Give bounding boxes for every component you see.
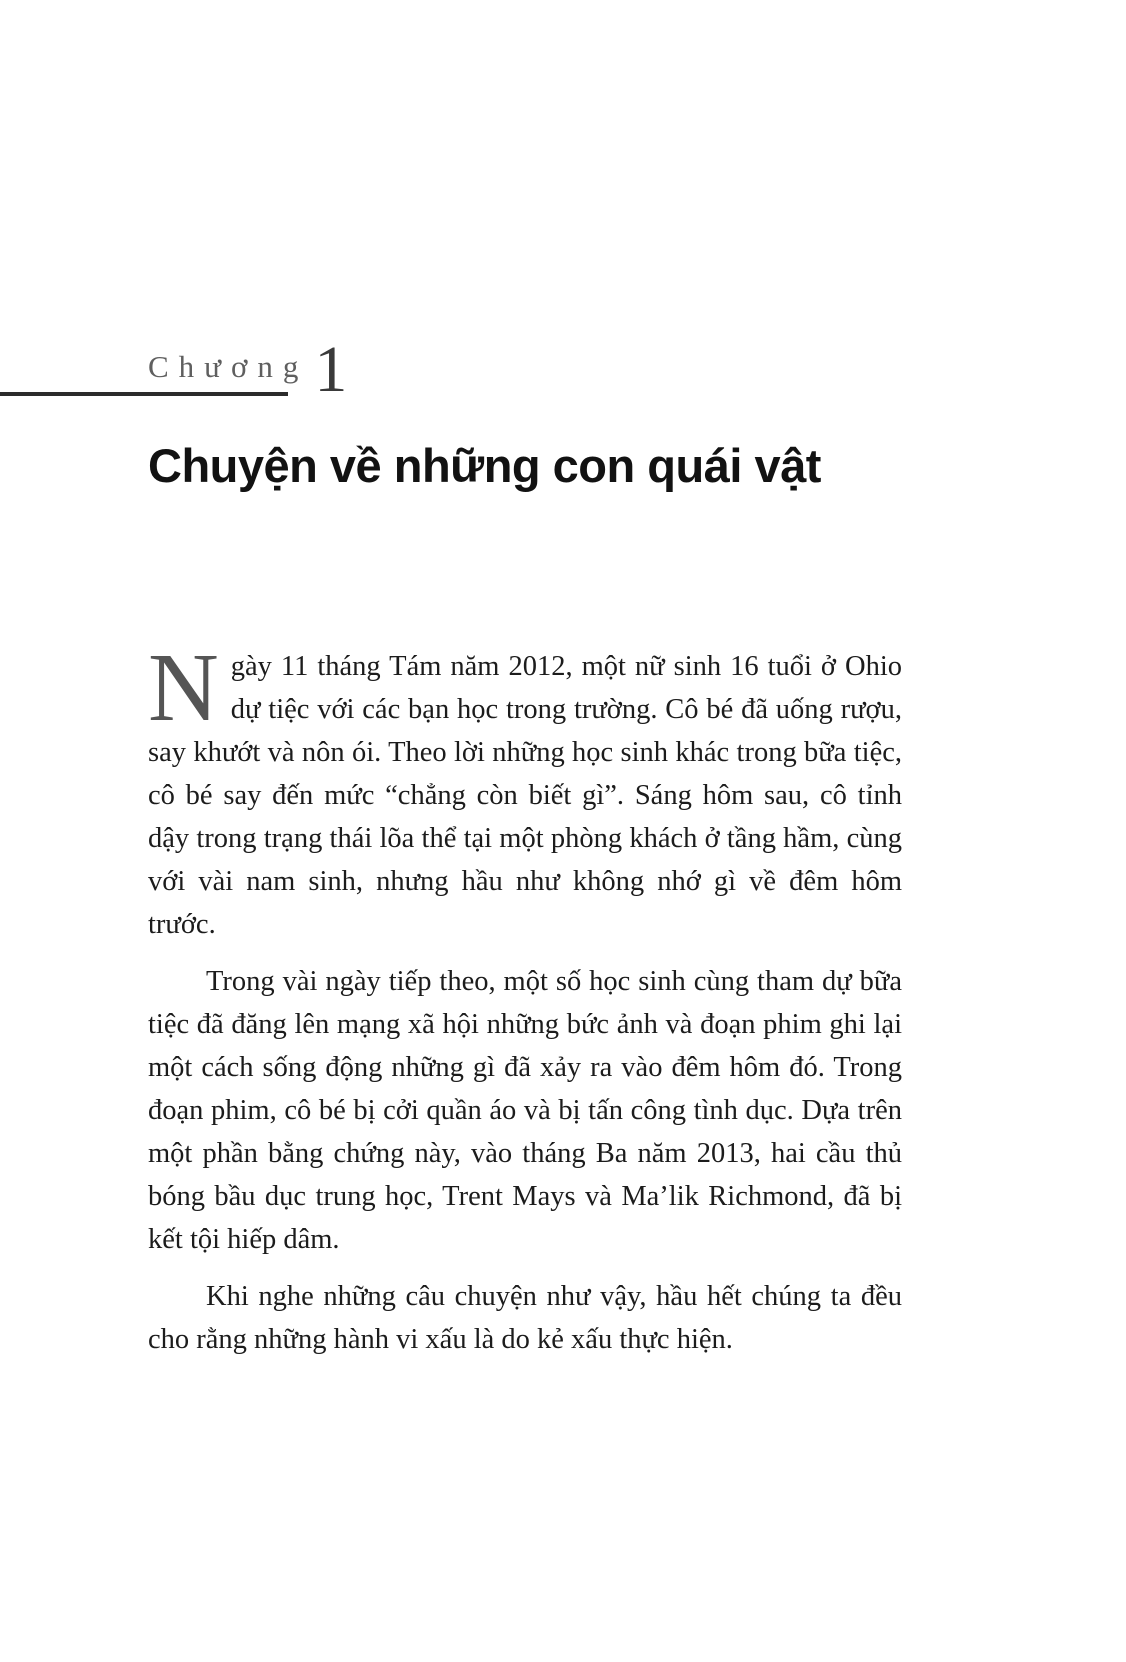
chapter-title: Chuyện về những con quái vật [148, 439, 821, 492]
paragraph-text: gày 11 tháng Tám năm 2012, một nữ sinh 16 tuổi ở Ohio dự tiệc với các bạn học trong trường. Cô bé đã uống rượu, say khướt và nôn ói. Theo lời những học sinh khác trong bữa tiệc, cô bé say đến mức “chẳng còn biết gì”. Sáng hôm sau, cô tỉnh dậy trong trạng thái lõa thể tại một phòng khách ở tầng hầm, cùng với vài nam sinh, nhưng hầu như không nhớ gì về đêm hôm trước. [148, 651, 902, 940]
dropcap-letter: N [148, 634, 219, 742]
chapter-header [148, 332, 902, 408]
chapter-rule [0, 392, 288, 396]
paragraph [148, 960, 902, 1261]
paragraph [148, 1275, 902, 1361]
paragraph-text: Trong vài ngày tiếp theo, một số học sinh cùng tham dự bữa tiệc đã đăng lên mạng xã hội những bức ảnh và đoạn phim ghi lại một cách sống động những gì đã xảy ra vào đêm hôm đó. Trong đoạn phim, cô bé bị cởi quần áo và bị tấn công tình dục. Dựa trên một phần bằng chứng này, vào tháng Ba năm 2013, hai cầu thủ bóng bầu dục trung học, Trent Mays và Ma’lik Richmond, đã bị kết tội hiếp dâm. [148, 966, 902, 1255]
paragraph-text: Khi nghe những câu chuyện như vậy, hầu hết chúng ta đều cho rằng những hành vi xấu là do kẻ xấu thực hiện. [148, 1281, 902, 1355]
chapter-label: Chương [148, 349, 309, 384]
paragraph [148, 634, 902, 946]
chapter-number: 1 [314, 333, 348, 406]
chapter-body [148, 634, 902, 1361]
